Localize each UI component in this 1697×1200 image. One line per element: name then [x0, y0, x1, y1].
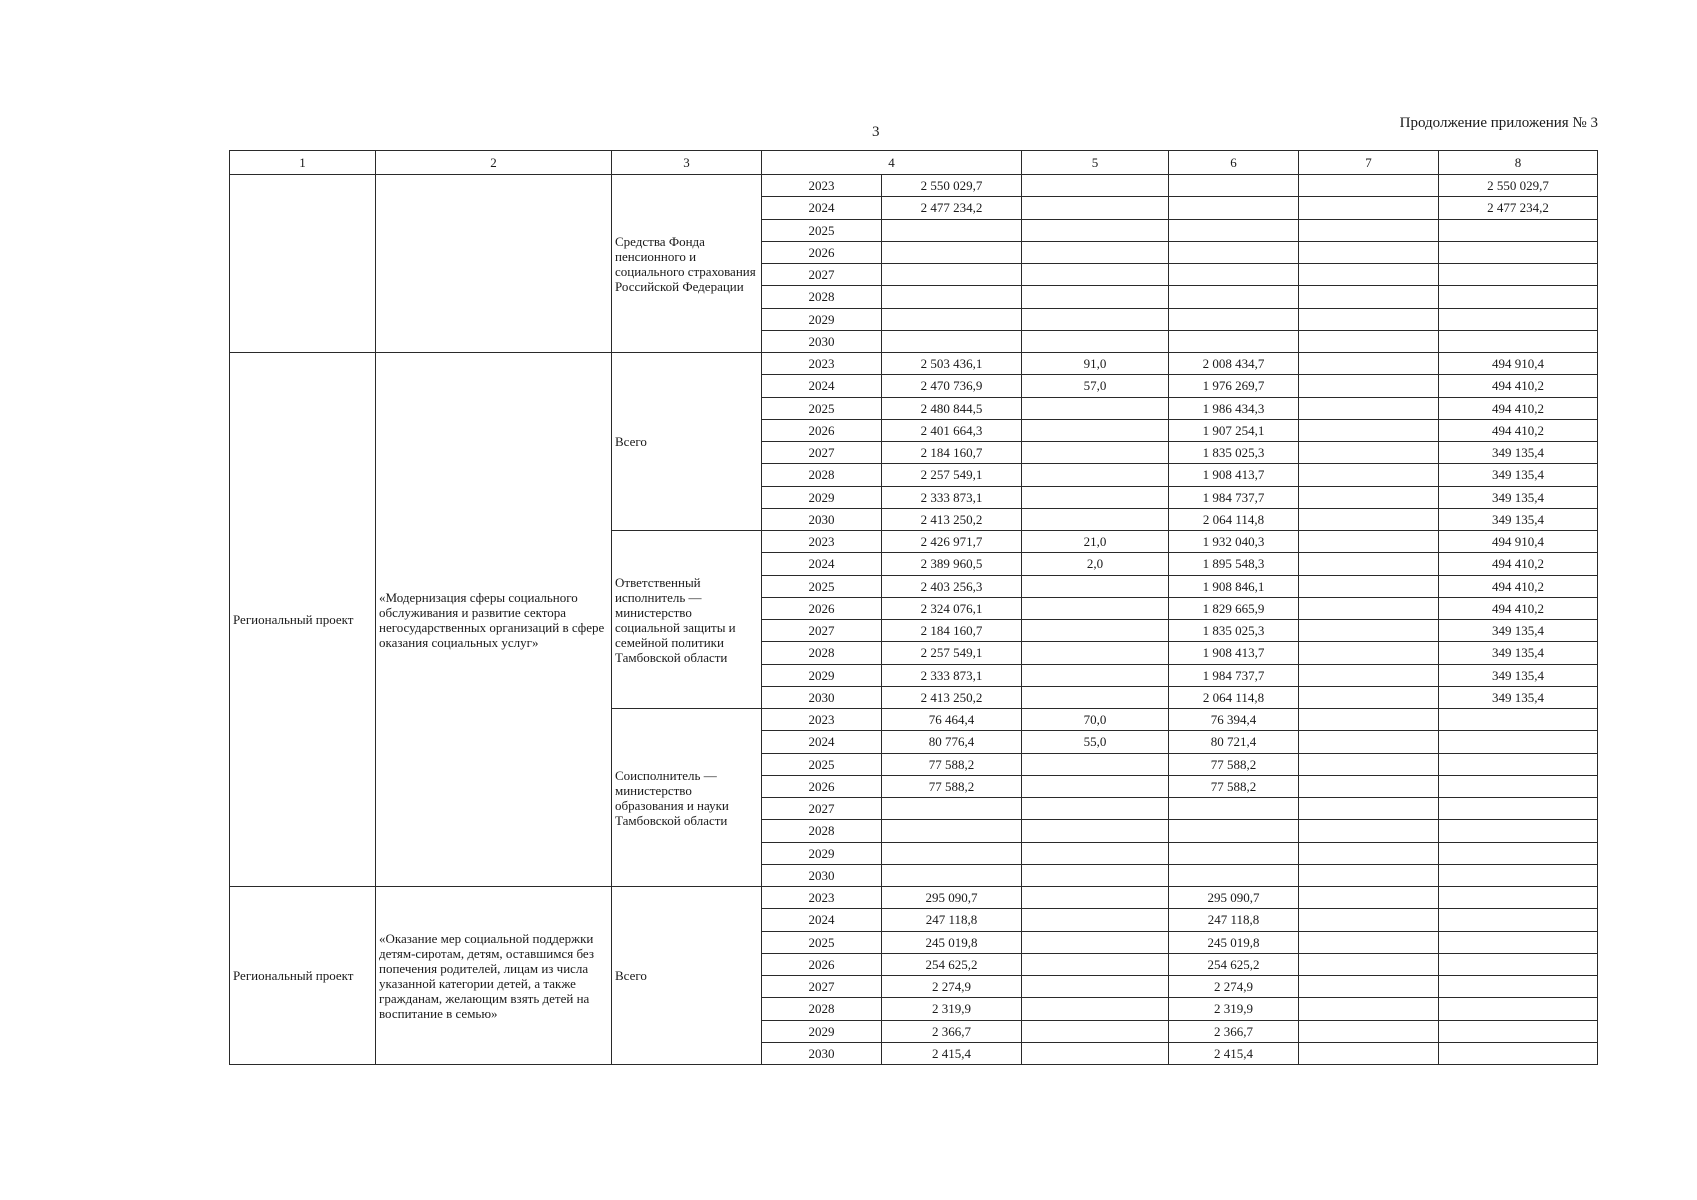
- column-7-cell: [1299, 731, 1439, 753]
- column-6-cell: 1 895 548,3: [1169, 553, 1299, 575]
- column-7-cell: [1299, 241, 1439, 263]
- year-cell: 2025: [762, 931, 882, 953]
- column-7-cell: [1299, 753, 1439, 775]
- total-cell: 2 184 160,7: [882, 620, 1022, 642]
- total-cell: [882, 798, 1022, 820]
- year-cell: 2023: [762, 175, 882, 197]
- column-6-cell: [1169, 864, 1299, 886]
- column-6-cell: 1 984 737,7: [1169, 486, 1299, 508]
- year-cell: 2025: [762, 753, 882, 775]
- column-6-cell: 1 907 254,1: [1169, 419, 1299, 441]
- column-8-cell: 494 410,2: [1439, 419, 1598, 441]
- column-6-cell: 2 415,4: [1169, 1042, 1299, 1064]
- total-cell: 254 625,2: [882, 953, 1022, 975]
- column-5-cell: [1022, 575, 1169, 597]
- total-cell: [882, 219, 1022, 241]
- year-cell: 2028: [762, 286, 882, 308]
- year-cell: 2029: [762, 1020, 882, 1042]
- year-cell: 2030: [762, 508, 882, 530]
- column-5-cell: [1022, 597, 1169, 619]
- total-cell: 77 588,2: [882, 753, 1022, 775]
- column-7-cell: [1299, 976, 1439, 998]
- column-5-cell: [1022, 308, 1169, 330]
- column-6-cell: 77 588,2: [1169, 775, 1299, 797]
- column-5-cell: [1022, 464, 1169, 486]
- column-7-cell: [1299, 353, 1439, 375]
- total-cell: 2 324 076,1: [882, 597, 1022, 619]
- column-6-cell: 76 394,4: [1169, 709, 1299, 731]
- year-cell: 2029: [762, 486, 882, 508]
- column-7-cell: [1299, 286, 1439, 308]
- column-8-cell: [1439, 330, 1598, 352]
- column-header: 7: [1299, 151, 1439, 175]
- total-cell: 2 477 234,2: [882, 197, 1022, 219]
- year-cell: 2023: [762, 709, 882, 731]
- total-cell: [882, 308, 1022, 330]
- column-7-cell: [1299, 775, 1439, 797]
- total-cell: [882, 842, 1022, 864]
- column-5-cell: [1022, 998, 1169, 1020]
- column-5-cell: [1022, 1020, 1169, 1042]
- column-7-cell: [1299, 308, 1439, 330]
- total-cell: 245 019,8: [882, 931, 1022, 953]
- column-6-cell: 2 319,9: [1169, 998, 1299, 1020]
- total-cell: [882, 330, 1022, 352]
- column-6-cell: 245 019,8: [1169, 931, 1299, 953]
- column-6-cell: [1169, 798, 1299, 820]
- column-6-cell: 77 588,2: [1169, 753, 1299, 775]
- column-6-cell: [1169, 308, 1299, 330]
- column-5-cell: [1022, 175, 1169, 197]
- header-row: [230, 151, 1598, 175]
- column-8-cell: [1439, 241, 1598, 263]
- year-cell: 2024: [762, 909, 882, 931]
- total-cell: [882, 264, 1022, 286]
- year-cell: 2028: [762, 642, 882, 664]
- column-6-cell: 2 274,9: [1169, 976, 1299, 998]
- year-cell: 2026: [762, 419, 882, 441]
- total-cell: 2 366,7: [882, 1020, 1022, 1042]
- column-7-cell: [1299, 464, 1439, 486]
- column-7-cell: [1299, 953, 1439, 975]
- column-8-cell: [1439, 753, 1598, 775]
- total-cell: [882, 820, 1022, 842]
- total-cell: 2 415,4: [882, 1042, 1022, 1064]
- column-6-cell: 2 008 434,7: [1169, 353, 1299, 375]
- column-header: 3: [612, 151, 762, 175]
- year-cell: 2027: [762, 442, 882, 464]
- year-cell: 2027: [762, 976, 882, 998]
- total-cell: 2 333 873,1: [882, 486, 1022, 508]
- year-cell: 2028: [762, 464, 882, 486]
- column-6-cell: 2 366,7: [1169, 1020, 1299, 1042]
- column-8-cell: [1439, 887, 1598, 909]
- year-cell: 2030: [762, 1042, 882, 1064]
- column-7-cell: [1299, 397, 1439, 419]
- year-cell: 2026: [762, 953, 882, 975]
- column-6-cell: 1 986 434,3: [1169, 397, 1299, 419]
- column-5-cell: [1022, 642, 1169, 664]
- column-7-cell: [1299, 1020, 1439, 1042]
- column-8-cell: [1439, 709, 1598, 731]
- column-8-cell: [1439, 731, 1598, 753]
- column-7-cell: [1299, 442, 1439, 464]
- year-cell: 2026: [762, 241, 882, 263]
- column-5-cell: [1022, 197, 1169, 219]
- column-8-cell: 494 910,4: [1439, 353, 1598, 375]
- year-cell: 2030: [762, 330, 882, 352]
- column-7-cell: [1299, 686, 1439, 708]
- column-5-cell: [1022, 775, 1169, 797]
- year-cell: 2029: [762, 308, 882, 330]
- column-8-cell: 349 135,4: [1439, 442, 1598, 464]
- column-7-cell: [1299, 197, 1439, 219]
- column-7-cell: [1299, 375, 1439, 397]
- column-6-cell: 1 835 025,3: [1169, 620, 1299, 642]
- column-7-cell: [1299, 842, 1439, 864]
- column-7-cell: [1299, 486, 1439, 508]
- column-7-cell: [1299, 820, 1439, 842]
- column-8-cell: [1439, 264, 1598, 286]
- column-8-cell: 349 135,4: [1439, 486, 1598, 508]
- year-cell: 2027: [762, 798, 882, 820]
- total-cell: 80 776,4: [882, 731, 1022, 753]
- column-7-cell: [1299, 887, 1439, 909]
- total-cell: 247 118,8: [882, 909, 1022, 931]
- column-6-cell: 1 984 737,7: [1169, 664, 1299, 686]
- column-8-cell: [1439, 976, 1598, 998]
- column-8-cell: [1439, 1042, 1598, 1064]
- total-cell: 2 333 873,1: [882, 664, 1022, 686]
- year-cell: 2030: [762, 686, 882, 708]
- column-5-cell: [1022, 620, 1169, 642]
- column-5-cell: [1022, 931, 1169, 953]
- column-5-cell: [1022, 442, 1169, 464]
- total-cell: 77 588,2: [882, 775, 1022, 797]
- column-7-cell: [1299, 575, 1439, 597]
- column-7-cell: [1299, 998, 1439, 1020]
- column-7-cell: [1299, 642, 1439, 664]
- project-type-cell: [230, 175, 376, 353]
- column-7-cell: [1299, 597, 1439, 619]
- column-8-cell: [1439, 219, 1598, 241]
- column-8-cell: [1439, 820, 1598, 842]
- column-header: 8: [1439, 151, 1598, 175]
- year-cell: 2028: [762, 998, 882, 1020]
- project-type-cell: Региональный проект: [230, 353, 376, 887]
- total-cell: 2 413 250,2: [882, 508, 1022, 530]
- column-8-cell: 349 135,4: [1439, 642, 1598, 664]
- funding-source-cell: Средства Фонда пенсионного и социального страхования Российской Федерации: [612, 175, 762, 353]
- column-7-cell: [1299, 330, 1439, 352]
- total-cell: 2 389 960,5: [882, 553, 1022, 575]
- column-5-cell: [1022, 686, 1169, 708]
- column-7-cell: [1299, 175, 1439, 197]
- year-cell: 2024: [762, 553, 882, 575]
- total-cell: 295 090,7: [882, 887, 1022, 909]
- year-cell: 2027: [762, 264, 882, 286]
- column-6-cell: [1169, 820, 1299, 842]
- column-8-cell: 494 910,4: [1439, 531, 1598, 553]
- total-cell: 2 550 029,7: [882, 175, 1022, 197]
- year-cell: 2024: [762, 197, 882, 219]
- column-5-cell: 70,0: [1022, 709, 1169, 731]
- column-6-cell: [1169, 197, 1299, 219]
- column-5-cell: 57,0: [1022, 375, 1169, 397]
- column-8-cell: 349 135,4: [1439, 620, 1598, 642]
- column-8-cell: [1439, 775, 1598, 797]
- column-6-cell: [1169, 842, 1299, 864]
- column-5-cell: [1022, 842, 1169, 864]
- project-name-cell: «Модернизация сферы социального обслуживания и развитие сектора негосударственных организаций в сфере оказания социальных услуг»: [376, 353, 612, 887]
- total-cell: 2 184 160,7: [882, 442, 1022, 464]
- column-7-cell: [1299, 931, 1439, 953]
- column-8-cell: [1439, 842, 1598, 864]
- column-6-cell: 254 625,2: [1169, 953, 1299, 975]
- column-6-cell: [1169, 330, 1299, 352]
- continuation-caption: Продолжение приложения № 3: [1399, 115, 1598, 131]
- column-8-cell: [1439, 798, 1598, 820]
- funding-table: [229, 150, 1598, 1065]
- total-cell: 2 403 256,3: [882, 575, 1022, 597]
- column-6-cell: 295 090,7: [1169, 887, 1299, 909]
- column-5-cell: 21,0: [1022, 531, 1169, 553]
- column-5-cell: 2,0: [1022, 553, 1169, 575]
- column-5-cell: [1022, 241, 1169, 263]
- total-cell: [882, 286, 1022, 308]
- column-5-cell: [1022, 397, 1169, 419]
- column-6-cell: 1 835 025,3: [1169, 442, 1299, 464]
- column-8-cell: 349 135,4: [1439, 508, 1598, 530]
- year-cell: 2028: [762, 820, 882, 842]
- column-5-cell: [1022, 953, 1169, 975]
- page-number: 3: [872, 124, 880, 140]
- year-cell: 2024: [762, 731, 882, 753]
- column-5-cell: [1022, 753, 1169, 775]
- total-cell: 2 470 736,9: [882, 375, 1022, 397]
- column-7-cell: [1299, 219, 1439, 241]
- column-6-cell: [1169, 264, 1299, 286]
- column-5-cell: [1022, 330, 1169, 352]
- column-8-cell: [1439, 953, 1598, 975]
- funding-source-cell: Всего: [612, 887, 762, 1065]
- total-cell: 2 426 971,7: [882, 531, 1022, 553]
- column-5-cell: 55,0: [1022, 731, 1169, 753]
- funding-source-cell: Всего: [612, 353, 762, 531]
- column-5-cell: [1022, 887, 1169, 909]
- column-7-cell: [1299, 798, 1439, 820]
- column-header: 1: [230, 151, 376, 175]
- column-8-cell: 494 410,2: [1439, 575, 1598, 597]
- column-7-cell: [1299, 709, 1439, 731]
- column-8-cell: [1439, 308, 1598, 330]
- column-6-cell: 80 721,4: [1169, 731, 1299, 753]
- column-6-cell: 2 064 114,8: [1169, 686, 1299, 708]
- column-5-cell: [1022, 864, 1169, 886]
- column-8-cell: 2 550 029,7: [1439, 175, 1598, 197]
- column-8-cell: 349 135,4: [1439, 464, 1598, 486]
- column-header: 2: [376, 151, 612, 175]
- column-8-cell: [1439, 931, 1598, 953]
- column-8-cell: [1439, 864, 1598, 886]
- column-7-cell: [1299, 620, 1439, 642]
- column-7-cell: [1299, 264, 1439, 286]
- column-5-cell: [1022, 286, 1169, 308]
- column-7-cell: [1299, 531, 1439, 553]
- column-5-cell: 91,0: [1022, 353, 1169, 375]
- column-7-cell: [1299, 909, 1439, 931]
- column-5-cell: [1022, 508, 1169, 530]
- column-5-cell: [1022, 264, 1169, 286]
- column-8-cell: 494 410,2: [1439, 397, 1598, 419]
- column-8-cell: [1439, 909, 1598, 931]
- year-cell: 2027: [762, 620, 882, 642]
- year-cell: 2029: [762, 842, 882, 864]
- column-7-cell: [1299, 1042, 1439, 1064]
- year-cell: 2023: [762, 353, 882, 375]
- table-row: [230, 353, 1598, 375]
- total-cell: 2 257 549,1: [882, 464, 1022, 486]
- column-7-cell: [1299, 864, 1439, 886]
- year-cell: 2025: [762, 397, 882, 419]
- total-cell: 2 413 250,2: [882, 686, 1022, 708]
- total-cell: 2 503 436,1: [882, 353, 1022, 375]
- column-5-cell: [1022, 664, 1169, 686]
- column-8-cell: [1439, 286, 1598, 308]
- year-cell: 2030: [762, 864, 882, 886]
- column-8-cell: 349 135,4: [1439, 686, 1598, 708]
- column-6-cell: 1 976 269,7: [1169, 375, 1299, 397]
- total-cell: 2 319,9: [882, 998, 1022, 1020]
- column-5-cell: [1022, 909, 1169, 931]
- column-8-cell: 494 410,2: [1439, 597, 1598, 619]
- year-cell: 2025: [762, 575, 882, 597]
- column-6-cell: 1 932 040,3: [1169, 531, 1299, 553]
- column-7-cell: [1299, 508, 1439, 530]
- column-5-cell: [1022, 219, 1169, 241]
- column-7-cell: [1299, 419, 1439, 441]
- column-5-cell: [1022, 820, 1169, 842]
- column-8-cell: 494 410,2: [1439, 553, 1598, 575]
- project-name-cell: [376, 175, 612, 353]
- column-5-cell: [1022, 976, 1169, 998]
- funding-source-cell: Соисполнитель — министерство образования и науки Тамбовской области: [612, 709, 762, 887]
- column-8-cell: [1439, 998, 1598, 1020]
- column-7-cell: [1299, 553, 1439, 575]
- column-8-cell: 494 410,2: [1439, 375, 1598, 397]
- year-cell: 2024: [762, 375, 882, 397]
- table-row: [230, 175, 1598, 197]
- column-8-cell: [1439, 1020, 1598, 1042]
- year-cell: 2023: [762, 887, 882, 909]
- column-5-cell: [1022, 1042, 1169, 1064]
- column-5-cell: [1022, 486, 1169, 508]
- year-cell: 2023: [762, 531, 882, 553]
- year-cell: 2029: [762, 664, 882, 686]
- column-6-cell: 1 908 413,7: [1169, 642, 1299, 664]
- column-6-cell: [1169, 241, 1299, 263]
- column-6-cell: [1169, 219, 1299, 241]
- column-8-cell: 2 477 234,2: [1439, 197, 1598, 219]
- column-6-cell: 1 829 665,9: [1169, 597, 1299, 619]
- total-cell: 2 480 844,5: [882, 397, 1022, 419]
- total-cell: 2 401 664,3: [882, 419, 1022, 441]
- total-cell: [882, 241, 1022, 263]
- column-6-cell: [1169, 286, 1299, 308]
- column-header: 6: [1169, 151, 1299, 175]
- total-cell: [882, 864, 1022, 886]
- year-cell: 2025: [762, 219, 882, 241]
- column-6-cell: [1169, 175, 1299, 197]
- year-cell: 2026: [762, 775, 882, 797]
- total-cell: 2 274,9: [882, 976, 1022, 998]
- column-header: 4: [762, 151, 1022, 175]
- total-cell: 76 464,4: [882, 709, 1022, 731]
- year-cell: 2026: [762, 597, 882, 619]
- funding-source-cell: Ответственный исполнитель — министерство социальной защиты и семейной политики Тамбовской области: [612, 531, 762, 709]
- column-6-cell: 2 064 114,8: [1169, 508, 1299, 530]
- project-name-cell: «Оказание мер социальной поддержки детям-сиротам, детям, оставшимся без попечения родителей, лицам из числа указанной категории детей, а также гражданам, желающим взять детей на воспитание в семью»: [376, 887, 612, 1065]
- column-6-cell: 1 908 413,7: [1169, 464, 1299, 486]
- column-6-cell: 247 118,8: [1169, 909, 1299, 931]
- column-6-cell: 1 908 846,1: [1169, 575, 1299, 597]
- column-5-cell: [1022, 798, 1169, 820]
- column-7-cell: [1299, 664, 1439, 686]
- project-type-cell: Региональный проект: [230, 887, 376, 1065]
- column-8-cell: 349 135,4: [1439, 664, 1598, 686]
- total-cell: 2 257 549,1: [882, 642, 1022, 664]
- column-5-cell: [1022, 419, 1169, 441]
- table-row: [230, 887, 1598, 909]
- column-header: 5: [1022, 151, 1169, 175]
